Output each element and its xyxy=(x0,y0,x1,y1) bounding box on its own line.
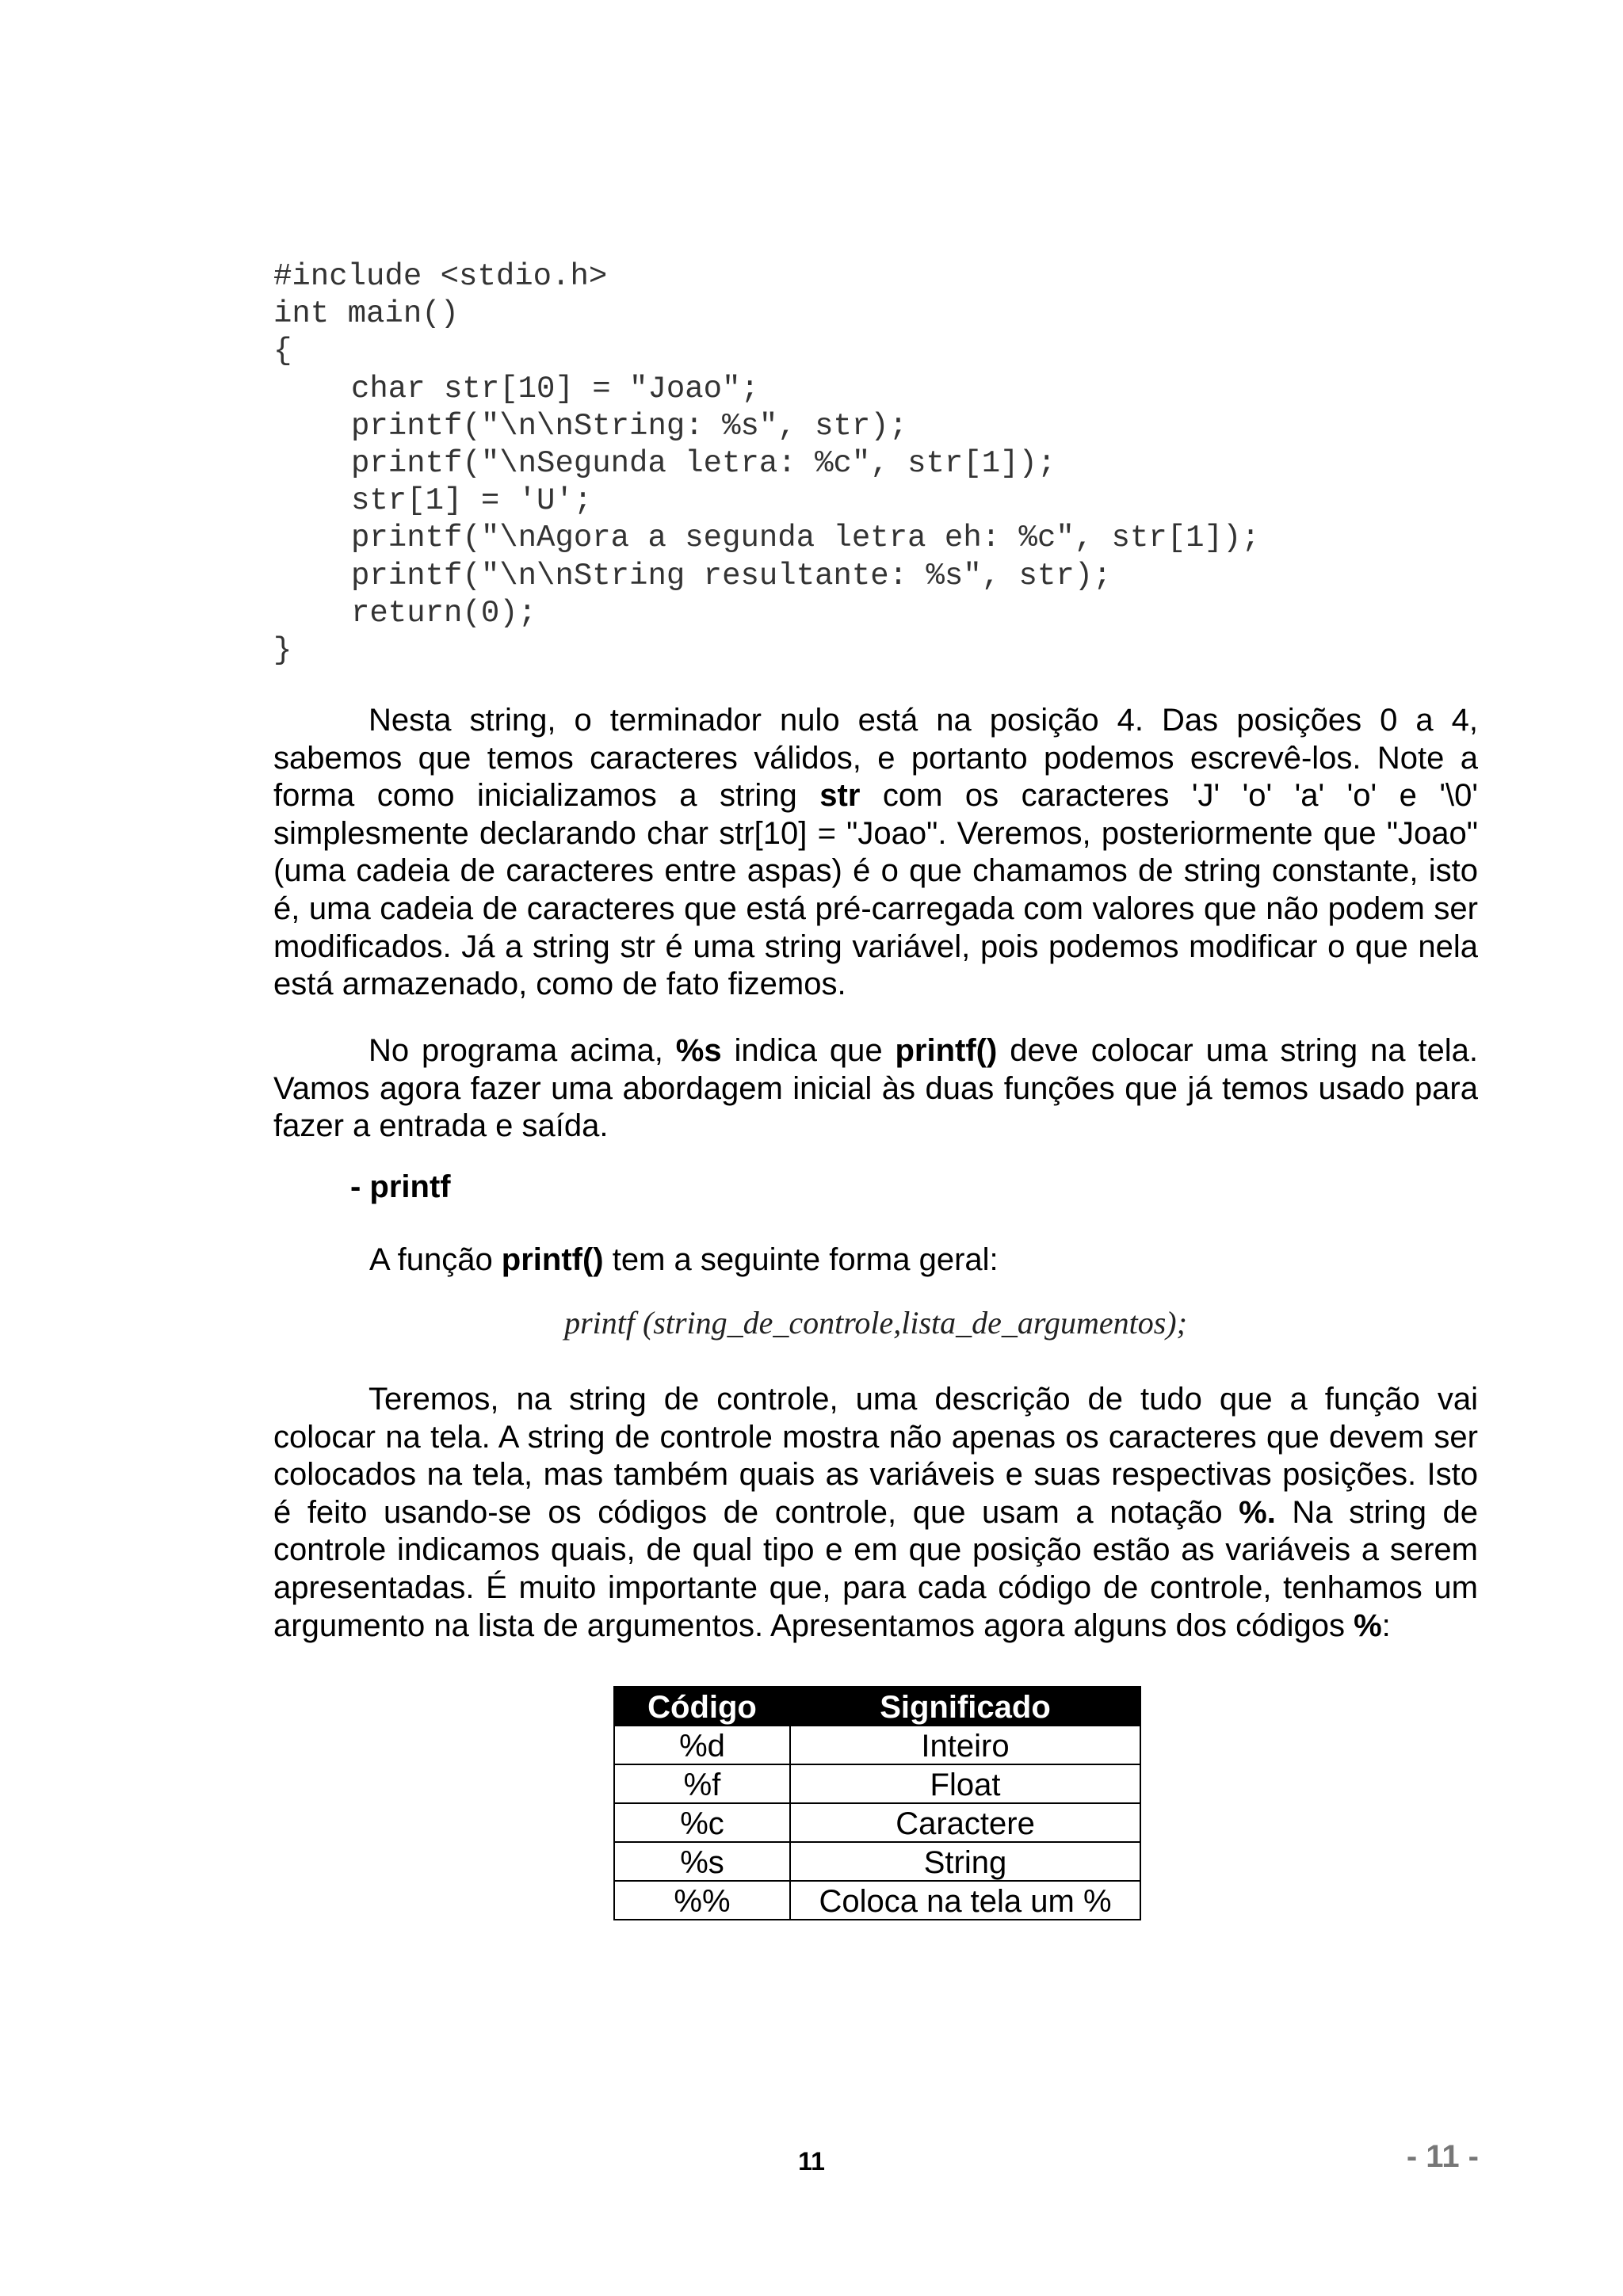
page-number: 11 xyxy=(798,2147,825,2176)
section-heading: - printf xyxy=(350,1169,451,1204)
column-header-meaning: Significado xyxy=(790,1687,1140,1726)
bold-term: printf() xyxy=(501,1242,604,1277)
paragraph-text: Na string de controle indicamos quais, de qual tipo e em que posição estão as variáveis a serem apresentadas. É muito importante que, para cada código de controle, tenhamos um argumento na lista de argumentos. Apresentamos agora alguns dos códigos xyxy=(273,1494,1479,1643)
table-cell-meaning: Float xyxy=(790,1764,1140,1803)
code-line: printf("\nSegunda letra: %c", str[1]); xyxy=(351,445,1056,481)
code-line: printf("\nAgora a segunda letra eh: %c", str[1]); xyxy=(351,521,1260,556)
paragraph-text: : xyxy=(1381,1608,1391,1643)
printf-syntax: printf (string_de_controle,lista_de_argumentos); xyxy=(564,1305,1187,1341)
paragraph-text: A função xyxy=(369,1242,502,1277)
table-cell-meaning: String xyxy=(790,1842,1140,1881)
code-line: return(0); xyxy=(351,595,537,631)
table-cell-meaning: Caractere xyxy=(790,1803,1140,1842)
bold-term: printf() xyxy=(895,1033,998,1068)
table-row xyxy=(614,1842,1140,1881)
code-line: { xyxy=(273,334,292,369)
table-cell-meaning: Coloca na tela um % xyxy=(790,1881,1140,1920)
bold-term: % xyxy=(1354,1608,1382,1643)
table-cell-code: %f xyxy=(614,1764,790,1803)
paragraph-text: No programa acima, xyxy=(369,1033,676,1068)
column-header-code: Código xyxy=(614,1687,790,1726)
paragraph-string-explanation xyxy=(273,702,1478,1004)
paragraph-text: tem a seguinte forma geral: xyxy=(603,1242,999,1277)
table-cell-code: %% xyxy=(614,1881,790,1920)
code-line: char str[10] = "Joao"; xyxy=(351,371,759,406)
bold-term: %s xyxy=(675,1033,722,1068)
page-number-decorated: - 11 - xyxy=(1406,2139,1479,2174)
table-cell-code: %s xyxy=(614,1842,790,1881)
paragraph-text: Teremos, na string de controle, uma descrição de tudo que a função vai colocar na tela. A string de controle mostra não apenas os caracteres que devem ser colocados na tela, mas também quais as variáveis e suas respectivas posições. Isto é feito usando-se os códigos de controle, que usam a notação xyxy=(273,1382,1478,1530)
table-row xyxy=(614,1726,1140,1764)
bold-term: str xyxy=(819,778,861,814)
table-row xyxy=(614,1881,1140,1920)
paragraph-text: deve colocar uma string na tela. Vamos agora fazer uma abordagem inicial às duas funções que já temos usado para fazer a entrada e saída. xyxy=(273,1033,1478,1144)
paragraph-text: com os caracteres 'J' 'o' 'a' 'o' e '\0' simplesmente declarando char str[10] = "Joao". Veremos, posteriormente que "Joao" (uma cadeia de caracteres entre aspas) é o que chamamos de string constante, isto é, uma cadeia de caracteres que está pré-carregada com valores que não podem ser modificados. Já a string str é uma string variável, pois podemos modificar o que nela está armazenado, como de fato fizemos. xyxy=(273,778,1479,1002)
paragraph-text: indica que xyxy=(721,1033,896,1068)
format-codes-table xyxy=(613,1686,1141,1920)
table-cell-code: %c xyxy=(614,1803,790,1842)
table-cell-code: %d xyxy=(614,1726,790,1764)
table-row xyxy=(614,1803,1140,1842)
table-header-row xyxy=(614,1687,1140,1726)
code-block xyxy=(273,258,1260,669)
printf-general-form-intro xyxy=(369,1241,999,1279)
code-line: printf("\n\nString: %s", str); xyxy=(351,408,908,444)
code-line: int main() xyxy=(273,296,460,332)
paragraph-control-string xyxy=(273,1381,1478,1645)
code-line: str[1] = 'U'; xyxy=(351,483,593,519)
paragraph-text: Nesta string, o terminador nulo está na posição 4. Das posições 0 a 4, sabemos que temos caracteres válidos, e portanto podemos escrevê-los. Note a forma como inicializamos a string xyxy=(273,703,1478,814)
code-line: } xyxy=(273,632,292,668)
table-cell-meaning: Inteiro xyxy=(790,1726,1140,1764)
table-row xyxy=(614,1764,1140,1803)
bold-term: %. xyxy=(1239,1494,1276,1530)
code-line: #include <stdio.h> xyxy=(273,259,608,294)
paragraph-printf-intro xyxy=(273,1032,1478,1146)
code-line: printf("\n\nString resultante: %s", str); xyxy=(351,558,1112,593)
